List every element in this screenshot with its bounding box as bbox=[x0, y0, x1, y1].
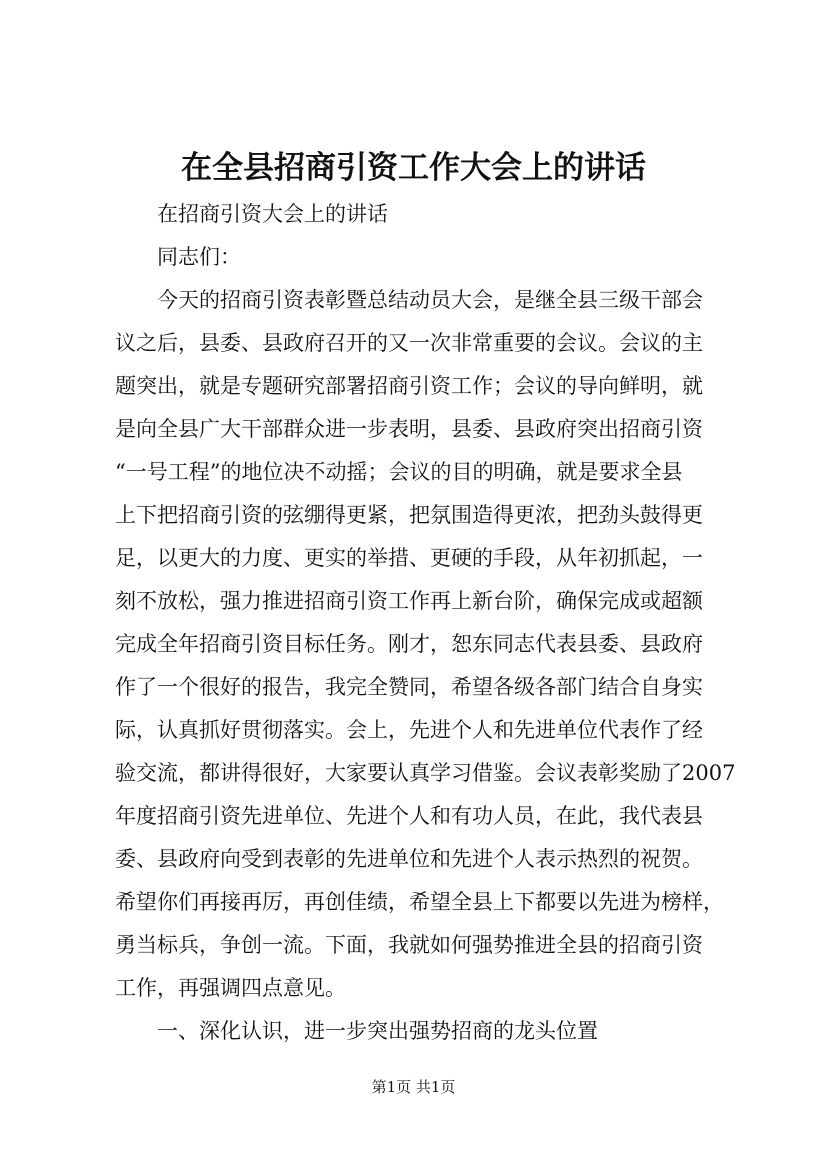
body-line: 足，以更大的力度、更实的举措、更硬的手段，从年初抓起，一 bbox=[115, 546, 703, 570]
body-line: 今天的招商引资表彰暨总结动员大会，是继全县三级干部会 bbox=[157, 288, 703, 312]
body-line: 是向全县广大干部群众进一步表明，县委、县政府突出招商引资 bbox=[115, 417, 703, 441]
body-line: 勇当标兵，争创一流。下面，我就如何强势推进全县的招商引资 bbox=[115, 933, 703, 957]
body-line: 刻不放松，强力推进招商引资工作再上新台阶，确保完成或超额 bbox=[115, 589, 703, 613]
salutation: 同志们： bbox=[157, 245, 241, 269]
body-line: “一号工程”的地位决不动摇；会议的目的明确，就是要求全县 bbox=[115, 460, 683, 484]
body-line: 题突出，就是专题研究部署招商引资工作；会议的导向鲜明，就 bbox=[115, 374, 703, 398]
body-line: 委、县政府向受到表彰的先进单位和先进个人表示热烈的祝贺。 bbox=[115, 847, 703, 871]
section-heading: 一、深化认识，进一步突出强势招商的龙头位置 bbox=[157, 1019, 598, 1043]
document-title: 在全县招商引资工作大会上的讲话 bbox=[181, 150, 646, 186]
body-line: 完成全年招商引资目标任务。刚才，恕东同志代表县委、县政府 bbox=[115, 632, 703, 656]
body-line: 年度招商引资先进单位、先进个人和有功人员，在此，我代表县 bbox=[115, 804, 703, 828]
body-line: 议之后，县委、县政府召开的又一次非常重要的会议。会议的主 bbox=[115, 331, 703, 355]
body-line: 作了一个很好的报告，我完全赞同，希望各级各部门结合自身实 bbox=[115, 675, 703, 699]
page-footer: 第1页 共1页 bbox=[371, 1078, 456, 1096]
document-subtitle: 在招商引资大会上的讲话 bbox=[157, 202, 388, 226]
body-line: 际，认真抓好贯彻落实。会上，先进个人和先进单位代表作了经 bbox=[115, 718, 703, 742]
body-line: 希望你们再接再厉，再创佳绩，希望全县上下都要以先进为榜样， bbox=[115, 890, 724, 914]
body-line: 验交流，都讲得很好，大家要认真学习借鉴。会议表彰奖励了2007 bbox=[115, 761, 736, 785]
body-line: 上下把招商引资的弦绷得更紧，把氛围造得更浓，把劲头鼓得更 bbox=[115, 503, 703, 527]
body-line: 工作，再强调四点意见。 bbox=[115, 976, 346, 1000]
